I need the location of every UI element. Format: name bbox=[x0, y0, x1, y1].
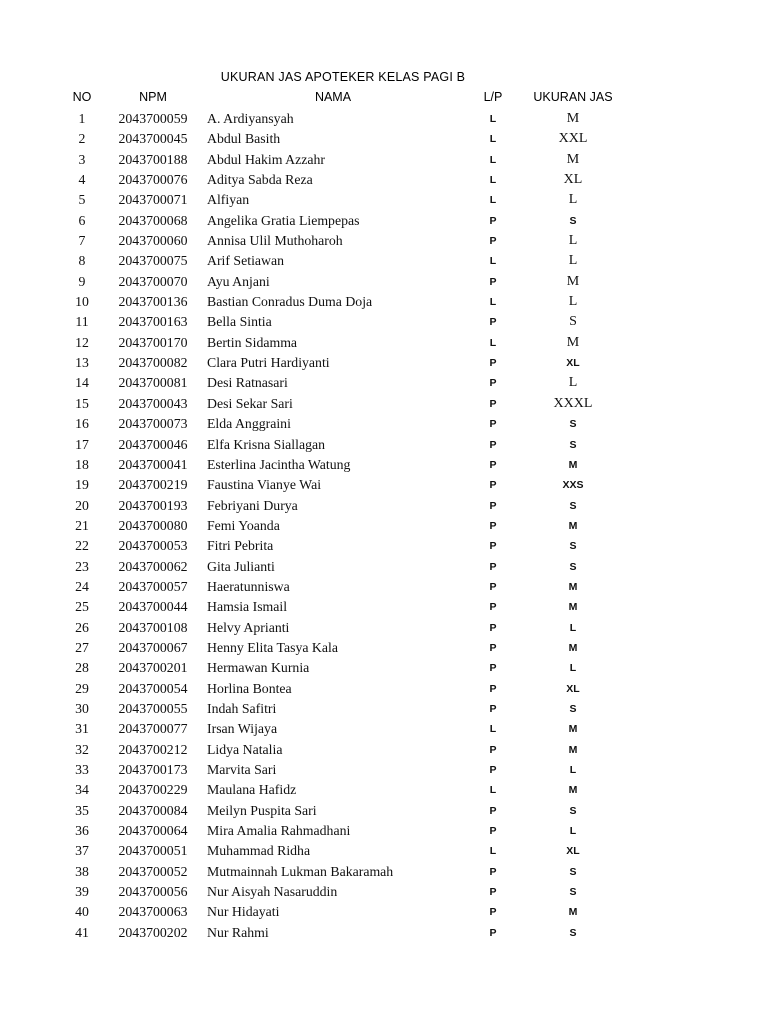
cell-nama: Mira Amalia Rahmadhani bbox=[207, 823, 351, 839]
cell-size: L bbox=[569, 825, 577, 838]
cell-nama: Fitri Pebrita bbox=[207, 538, 274, 554]
cell-size: S bbox=[569, 886, 577, 899]
cell-nama: Bastian Conradus Duma Doja bbox=[207, 294, 373, 310]
cell-size: XL bbox=[566, 682, 580, 695]
header-no: NO bbox=[72, 90, 92, 104]
cell-no: 38 bbox=[75, 863, 89, 879]
cell-no: 17 bbox=[75, 436, 89, 452]
cell-lp: L bbox=[489, 336, 497, 349]
cell-nama: Indah Safitri bbox=[207, 700, 277, 716]
cell-no: 28 bbox=[75, 660, 89, 676]
cell-size: M bbox=[568, 906, 578, 919]
cell-npm: 2043700080 bbox=[118, 517, 188, 533]
cell-npm: 2043700212 bbox=[118, 741, 188, 757]
document-title-text: UKURAN JAS APOTEKER KELAS PAGI B bbox=[220, 70, 466, 84]
cell-no: 23 bbox=[75, 558, 89, 574]
cell-lp: P bbox=[489, 397, 497, 410]
table-row bbox=[0, 292, 768, 312]
cell-lp: P bbox=[489, 743, 497, 756]
cell-no: 20 bbox=[75, 497, 89, 513]
cell-lp: P bbox=[489, 621, 497, 634]
header-nama: NAMA bbox=[314, 90, 352, 104]
table-row bbox=[0, 862, 768, 882]
cell-npm: 2043700062 bbox=[118, 558, 188, 574]
cell-no: 18 bbox=[75, 456, 89, 472]
cell-nama: Maulana Hafidz bbox=[207, 782, 297, 798]
cell-size: S bbox=[569, 926, 577, 939]
cell-no: 14 bbox=[75, 375, 89, 391]
cell-npm: 2043700219 bbox=[118, 477, 188, 493]
cell-size: M bbox=[566, 151, 580, 167]
cell-no: 24 bbox=[75, 578, 89, 594]
table-row bbox=[0, 333, 768, 353]
cell-no: 25 bbox=[75, 599, 89, 615]
cell-nama: Irsan Wijaya bbox=[207, 721, 278, 737]
cell-no: 5 bbox=[78, 192, 86, 208]
cell-npm: 2043700068 bbox=[118, 212, 188, 228]
cell-no: 21 bbox=[75, 517, 89, 533]
cell-lp: P bbox=[489, 601, 497, 614]
table-row bbox=[0, 129, 768, 149]
cell-npm: 2043700108 bbox=[118, 619, 188, 635]
cell-npm: 2043700053 bbox=[118, 538, 188, 554]
header-lp: L/P bbox=[483, 90, 503, 104]
cell-npm: 2043700067 bbox=[118, 639, 188, 655]
cell-size: M bbox=[568, 784, 578, 797]
cell-size: XXS bbox=[562, 479, 584, 492]
cell-nama: Muhammad Ridha bbox=[207, 843, 311, 859]
table-row bbox=[0, 740, 768, 760]
cell-lp: P bbox=[489, 357, 497, 370]
cell-size: M bbox=[566, 334, 580, 350]
cell-lp: P bbox=[489, 825, 497, 838]
table-row bbox=[0, 801, 768, 821]
cell-no: 35 bbox=[75, 802, 89, 818]
cell-npm: 2043700081 bbox=[118, 375, 188, 391]
cell-nama: Angelika Gratia Liempepas bbox=[207, 212, 360, 228]
cell-nama: Nur Aisyah Nasaruddin bbox=[207, 884, 338, 900]
cell-no: 12 bbox=[75, 334, 89, 350]
cell-lp: L bbox=[489, 723, 497, 736]
cell-npm: 2043700056 bbox=[118, 884, 188, 900]
cell-size: S bbox=[569, 214, 577, 227]
cell-size: L bbox=[569, 764, 577, 776]
table-row bbox=[0, 882, 768, 902]
table-header bbox=[0, 90, 768, 110]
cell-size: M bbox=[568, 519, 578, 532]
cell-nama: Alfiyan bbox=[207, 192, 250, 208]
cell-npm: 2043700173 bbox=[118, 762, 188, 777]
cell-size: XL bbox=[566, 357, 580, 370]
cell-size: S bbox=[569, 702, 577, 715]
cell-npm: 2043700170 bbox=[118, 334, 188, 350]
cell-nama: Ayu Anjani bbox=[207, 273, 270, 289]
cell-lp: P bbox=[489, 926, 497, 939]
cell-no: 37 bbox=[75, 843, 89, 859]
table-row bbox=[0, 516, 768, 536]
header-npm: NPM bbox=[139, 90, 167, 104]
table-row bbox=[0, 658, 768, 678]
cell-lp: L bbox=[489, 153, 497, 166]
cell-lp: P bbox=[489, 540, 497, 553]
cell-nama: Arif Setiawan bbox=[207, 253, 285, 269]
cell-nama: Febriyani Durya bbox=[207, 497, 298, 513]
cell-no: 1 bbox=[78, 111, 86, 126]
cell-no: 15 bbox=[75, 395, 89, 411]
cell-lp: P bbox=[489, 886, 497, 899]
table-row bbox=[0, 109, 768, 129]
cell-nama: Annisa Ulil Muthoharoh bbox=[207, 233, 343, 249]
cell-nama: Haeratunniswa bbox=[207, 578, 290, 594]
cell-npm: 2043700070 bbox=[118, 273, 188, 289]
cell-size: M bbox=[566, 111, 580, 126]
cell-lp: L bbox=[489, 113, 497, 125]
cell-nama: Marvita Sari bbox=[207, 762, 277, 777]
table-row bbox=[0, 455, 768, 475]
cell-npm: 2043700075 bbox=[118, 253, 188, 269]
cell-size: S bbox=[569, 314, 577, 330]
cell-size: L bbox=[569, 621, 577, 634]
cell-npm: 2043700084 bbox=[118, 802, 188, 818]
cell-size: M bbox=[568, 580, 578, 593]
cell-npm: 2043700054 bbox=[118, 680, 188, 696]
cell-size: S bbox=[569, 499, 577, 512]
cell-size: M bbox=[568, 723, 578, 736]
cell-lp: P bbox=[489, 906, 497, 919]
cell-lp: P bbox=[489, 804, 497, 817]
table-row bbox=[0, 496, 768, 516]
cell-no: 19 bbox=[75, 477, 89, 493]
cell-npm: 2043700043 bbox=[118, 395, 188, 411]
cell-nama: Bertin Sidamma bbox=[207, 334, 298, 350]
table-row bbox=[0, 150, 768, 170]
cell-npm: 2043700046 bbox=[118, 436, 188, 452]
cell-lp: P bbox=[489, 479, 497, 492]
table-row bbox=[0, 190, 768, 210]
table-row bbox=[0, 536, 768, 556]
table-row bbox=[0, 231, 768, 251]
table-row bbox=[0, 923, 768, 943]
cell-no: 33 bbox=[75, 762, 89, 777]
cell-npm: 2043700045 bbox=[118, 131, 188, 147]
cell-no: 32 bbox=[75, 741, 89, 757]
cell-nama: Helvy Aprianti bbox=[207, 619, 290, 635]
cell-npm: 2043700052 bbox=[118, 863, 188, 879]
table-row bbox=[0, 780, 768, 800]
cell-size: S bbox=[569, 560, 577, 573]
table-row bbox=[0, 699, 768, 719]
cell-size: XL bbox=[566, 845, 580, 858]
cell-npm: 2043700229 bbox=[118, 782, 188, 798]
cell-lp: L bbox=[489, 784, 497, 797]
cell-npm: 2043700188 bbox=[118, 151, 188, 167]
cell-lp: P bbox=[489, 377, 497, 390]
cell-size: M bbox=[568, 641, 578, 654]
document-title bbox=[0, 70, 768, 84]
cell-size: S bbox=[569, 540, 577, 553]
cell-nama: Elfa Krisna Siallagan bbox=[207, 436, 326, 452]
cell-size: L bbox=[568, 233, 578, 249]
cell-nama: Gita Julianti bbox=[207, 558, 275, 574]
table-row bbox=[0, 353, 768, 373]
cell-lp: P bbox=[489, 438, 497, 451]
cell-no: 39 bbox=[75, 884, 89, 900]
table-row bbox=[0, 312, 768, 332]
cell-nama: Faustina Vianye Wai bbox=[207, 477, 322, 493]
cell-size: L bbox=[568, 253, 578, 269]
cell-no: 10 bbox=[75, 294, 89, 310]
cell-lp: P bbox=[489, 499, 497, 512]
cell-size: S bbox=[569, 804, 577, 817]
cell-no: 8 bbox=[78, 253, 86, 269]
cell-lp: P bbox=[489, 865, 497, 878]
cell-npm: 2043700064 bbox=[118, 823, 188, 839]
cell-lp: P bbox=[489, 458, 497, 471]
cell-no: 13 bbox=[75, 355, 89, 371]
cell-size: M bbox=[566, 273, 580, 289]
cell-npm: 2043700041 bbox=[118, 456, 188, 472]
cell-size: XL bbox=[563, 172, 583, 188]
cell-no: 22 bbox=[75, 538, 89, 554]
cell-size: M bbox=[568, 601, 578, 614]
cell-nama: Elda Anggraini bbox=[207, 416, 291, 432]
table-row bbox=[0, 373, 768, 393]
cell-size: L bbox=[568, 294, 578, 310]
cell-npm: 2043700060 bbox=[118, 233, 188, 249]
cell-no: 27 bbox=[75, 639, 89, 655]
cell-lp: P bbox=[489, 702, 497, 715]
cell-size: L bbox=[569, 662, 577, 675]
cell-nama: Aditya Sabda Reza bbox=[207, 172, 313, 188]
cell-nama: A. Ardiyansyah bbox=[207, 111, 294, 126]
cell-npm: 2043700055 bbox=[118, 700, 188, 716]
table-row bbox=[0, 841, 768, 861]
cell-lp: P bbox=[489, 580, 497, 593]
cell-size: S bbox=[569, 418, 577, 431]
cell-no: 31 bbox=[75, 721, 89, 737]
cell-size: M bbox=[568, 743, 578, 756]
cell-npm: 2043700044 bbox=[118, 599, 188, 615]
cell-nama: Nur Rahmi bbox=[207, 924, 269, 940]
cell-nama: Hamsia Ismail bbox=[207, 599, 288, 615]
cell-lp: P bbox=[489, 275, 497, 288]
cell-lp: P bbox=[489, 662, 497, 675]
cell-npm: 2043700082 bbox=[118, 355, 188, 371]
cell-no: 4 bbox=[78, 172, 86, 188]
cell-nama: Horlina Bontea bbox=[207, 680, 292, 696]
cell-npm: 2043700057 bbox=[118, 578, 188, 594]
cell-no: 36 bbox=[75, 823, 89, 839]
cell-npm: 2043700201 bbox=[118, 660, 188, 676]
cell-no: 3 bbox=[78, 151, 86, 167]
cell-nama: Clara Putri Hardiyanti bbox=[207, 355, 330, 371]
cell-nama: Lidya Natalia bbox=[207, 741, 283, 757]
cell-nama: Esterlina Jacintha Watung bbox=[207, 456, 351, 472]
cell-npm: 2043700063 bbox=[118, 904, 188, 920]
table-row bbox=[0, 170, 768, 190]
table-row bbox=[0, 557, 768, 577]
table-row bbox=[0, 394, 768, 414]
table-row bbox=[0, 475, 768, 495]
cell-size: XXXL bbox=[553, 395, 593, 411]
cell-npm: 2043700136 bbox=[118, 294, 188, 310]
cell-nama: Desi Sekar Sari bbox=[207, 395, 293, 411]
cell-npm: 2043700163 bbox=[118, 314, 188, 330]
cell-npm: 2043700202 bbox=[118, 924, 188, 940]
cell-lp: P bbox=[489, 316, 497, 329]
cell-no: 16 bbox=[75, 416, 89, 432]
table-row bbox=[0, 414, 768, 434]
cell-nama: Hermawan Kurnia bbox=[207, 660, 310, 676]
cell-nama: Meilyn Puspita Sari bbox=[207, 802, 317, 818]
table-row bbox=[0, 679, 768, 699]
cell-size: M bbox=[568, 458, 578, 471]
cell-nama: Abdul Hakim Azzahr bbox=[207, 151, 326, 167]
cell-lp: L bbox=[489, 174, 497, 187]
cell-no: 26 bbox=[75, 619, 89, 635]
cell-npm: 2043700059 bbox=[118, 111, 188, 126]
cell-nama: Bella Sintia bbox=[207, 314, 272, 330]
table-row bbox=[0, 760, 768, 780]
table-row bbox=[0, 251, 768, 271]
cell-size: S bbox=[569, 865, 577, 878]
cell-no: 6 bbox=[78, 212, 86, 228]
cell-nama: Abdul Basith bbox=[207, 131, 281, 147]
cell-lp: P bbox=[489, 519, 497, 532]
cell-lp: P bbox=[489, 764, 497, 776]
cell-lp: P bbox=[489, 641, 497, 654]
cell-lp: L bbox=[489, 296, 497, 309]
cell-size: S bbox=[569, 438, 577, 451]
cell-no: 2 bbox=[78, 131, 86, 147]
cell-nama: Desi Ratnasari bbox=[207, 375, 288, 391]
cell-lp: P bbox=[489, 214, 497, 227]
table-row bbox=[0, 638, 768, 658]
cell-nama: Mutmainnah Lukman Bakaramah bbox=[207, 863, 394, 879]
table-row bbox=[0, 597, 768, 617]
cell-no: 29 bbox=[75, 680, 89, 696]
cell-no: 34 bbox=[75, 782, 89, 798]
table-body bbox=[0, 109, 768, 943]
cell-npm: 2043700071 bbox=[118, 192, 188, 208]
cell-lp: L bbox=[489, 255, 497, 268]
table-row bbox=[0, 821, 768, 841]
table-row bbox=[0, 435, 768, 455]
cell-lp: P bbox=[489, 682, 497, 695]
table-row bbox=[0, 902, 768, 922]
cell-lp: L bbox=[489, 194, 497, 207]
cell-no: 9 bbox=[78, 273, 86, 289]
cell-no: 41 bbox=[75, 924, 89, 940]
cell-size: XXL bbox=[558, 131, 588, 147]
cell-lp: P bbox=[489, 418, 497, 431]
cell-npm: 2043700077 bbox=[118, 721, 188, 737]
table-row bbox=[0, 272, 768, 292]
cell-npm: 2043700073 bbox=[118, 416, 188, 432]
cell-lp: P bbox=[489, 560, 497, 573]
header-size: UKURAN JAS bbox=[533, 90, 613, 104]
cell-npm: 2043700051 bbox=[118, 843, 188, 859]
cell-no: 30 bbox=[75, 700, 89, 716]
cell-nama: Henny Elita Tasya Kala bbox=[207, 639, 338, 655]
cell-npm: 2043700193 bbox=[118, 497, 188, 513]
cell-nama: Femi Yoanda bbox=[207, 517, 280, 533]
cell-no: 7 bbox=[78, 233, 86, 249]
cell-lp: P bbox=[489, 235, 497, 248]
cell-size: L bbox=[568, 375, 578, 391]
table-row bbox=[0, 719, 768, 739]
cell-npm: 2043700076 bbox=[118, 172, 188, 188]
cell-size: L bbox=[568, 192, 578, 208]
cell-nama: Nur Hidayati bbox=[207, 904, 280, 920]
table-row bbox=[0, 211, 768, 231]
table-row bbox=[0, 618, 768, 638]
cell-lp: L bbox=[489, 133, 497, 146]
cell-no: 40 bbox=[75, 904, 89, 920]
cell-no: 11 bbox=[75, 314, 89, 330]
cell-lp: L bbox=[489, 845, 497, 858]
table-row bbox=[0, 577, 768, 597]
